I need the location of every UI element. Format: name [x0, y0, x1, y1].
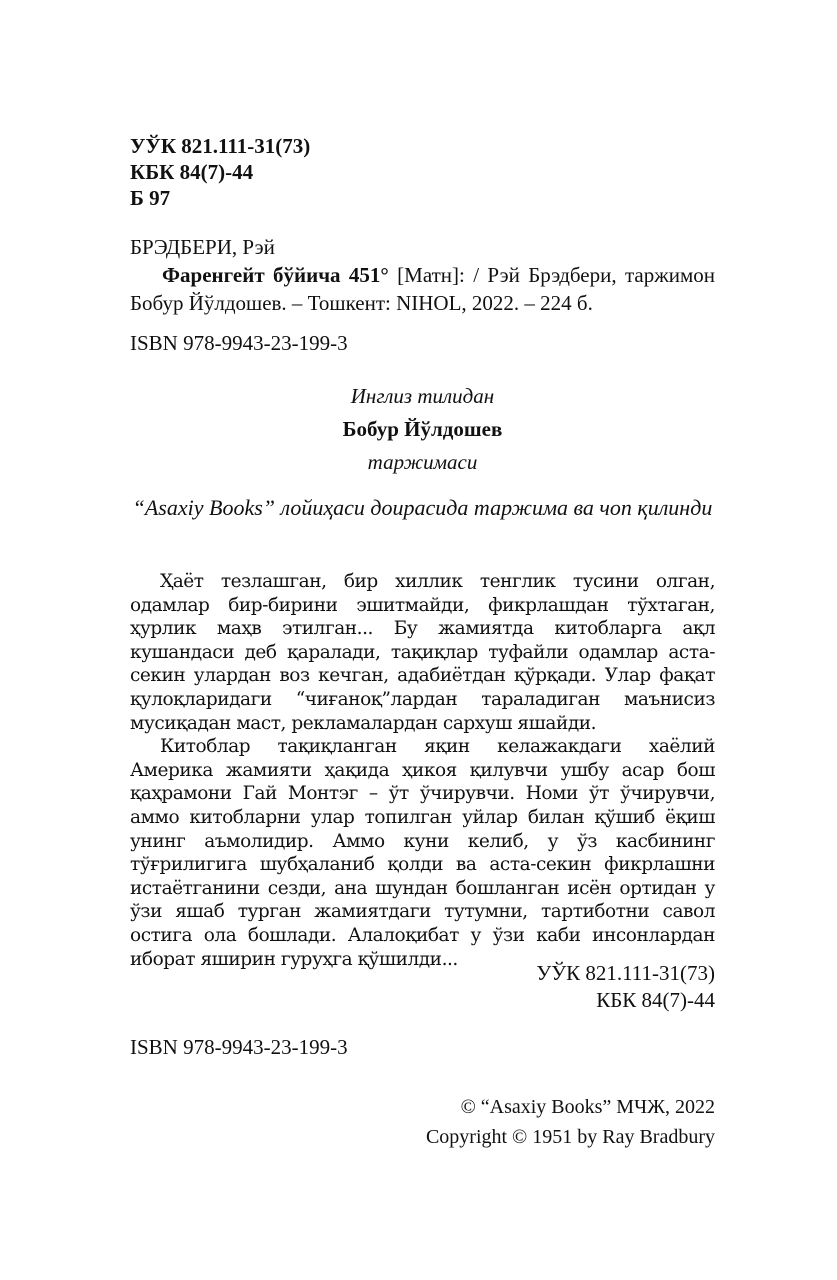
- isbn-bottom: ISBN 978-9943-23-199-3: [130, 1035, 348, 1059]
- isbn-top: ISBN 978-9943-23-199-3: [130, 331, 348, 355]
- author-heading: БРЭДБЕРИ, Рэй: [130, 235, 275, 259]
- bbk-code-bottom: КБК 84(7)-44: [596, 988, 715, 1012]
- book-title: Фаренгейт бўйича 451°: [162, 263, 389, 287]
- annotation-paragraph: Ҳаёт тезлашган, бир хиллик тенглик тусини олган, одамлар бир-бирини эшитмайди, фикрлашдан тўхтаган, ҳурлик маҳв этилган... Бу жамиятда китобларга ақл кушандаси деб қаралади, тақиқлар туфайли одамлар аста-секин улардан воз кечган, адабиётдан қўрқади. Улар фақат қулоқларидаги “чиғаноқ”лардан тараладиган маънисиз мусиқадан маст, рекламалардан сархуш яшайди.: [130, 571, 715, 734]
- catalog-codes-top: [130, 133, 310, 211]
- project-note: “Asaxiy Books” лойиҳаси доирасида таржима ва чоп қилинди: [132, 495, 713, 520]
- annotation: [130, 570, 715, 971]
- udk-code: УЎК 821.111-31(73): [130, 134, 311, 158]
- translation-label: таржимаси: [367, 450, 478, 474]
- publisher-copyright: © “Asaxiy Books” МЧЖ, 2022: [460, 1096, 715, 1118]
- author-mark: Б 97: [130, 186, 171, 210]
- udk-code-bottom: УЎК 821.111-31(73): [536, 961, 715, 985]
- bibliographic-record: [130, 233, 715, 317]
- translated-from-language: Инглиз тилидан: [350, 384, 495, 408]
- catalog-codes-bottom: [536, 960, 715, 1014]
- translator-name: Бобур Йўлдошев: [342, 417, 503, 441]
- copyright-block: [426, 1092, 715, 1152]
- original-copyright: Copyright © 1951 by Ray Bradbury: [425, 1126, 715, 1148]
- bbk-code: КБК 84(7)-44: [130, 160, 254, 184]
- translation-credit: [130, 380, 715, 479]
- bibliographic-description: [130, 261, 715, 317]
- bibliographic-details: [Матн]: / Рэй Брэдбери, таржимон Бобур Йўлдошев. – Тошкент: NIHOL, 2022. – 224 б.: [130, 263, 715, 315]
- annotation-paragraph: Китоблар тақиқланган яқин келажакдаги хаёлий Америка жамияти ҳақида ҳикоя қилувчи ушбу асар бош қаҳрамони Гай Монтэг – ўт ўчирувчи. Номи ўт ўчирувчи, аммо китобларни улар топилган уйлар билан қўшиб ёқиш унинг аъмолидир. Аммо куни келиб, у ўз касбининг тўғрилигига шубҳаланиб қолди ва аста-секин фикрлашни истаётганини сезди, ана шундан бошланган исён ортидан у ўзи яшаб турган жамиятдаги тутумни, тартиботни савол остига ола бошлади. Алалоқибат у ўзи каби инсонлардан иборат яширин гуруҳга қўшилди...: [130, 736, 715, 970]
